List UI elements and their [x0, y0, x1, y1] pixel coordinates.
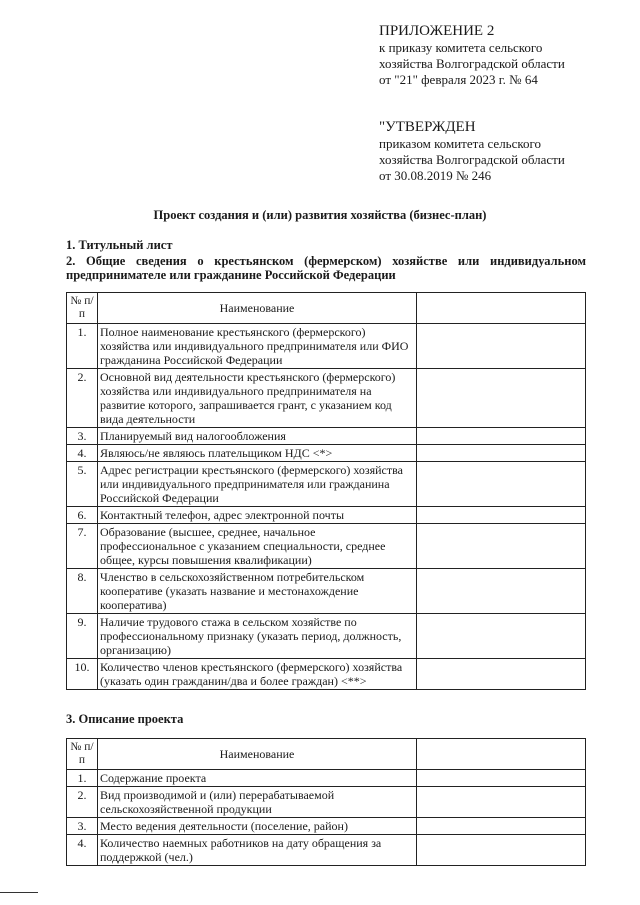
row-name: Место ведения деятельности (поселение, район) [98, 818, 417, 835]
row-value [417, 428, 586, 445]
table-row [67, 569, 586, 614]
row-number: 7. [67, 524, 98, 569]
row-value [417, 835, 586, 866]
row-number: 2. [67, 369, 98, 428]
row-number: 5. [67, 462, 98, 507]
general-info-table [66, 292, 586, 690]
approved-block [379, 118, 565, 184]
row-value [417, 507, 586, 524]
row-number: 6. [67, 507, 98, 524]
approved-line: хозяйства Волгоградской области [379, 152, 565, 167]
row-name: Полное наименование крестьянского (фермерского) хозяйства или индивидуального предпринимателя или ФИО гражданина Российской Федерации [98, 324, 417, 369]
approved-line: от 30.08.2019 № 246 [379, 168, 492, 183]
row-name: Контактный телефон, адрес электронной почты [98, 507, 417, 524]
row-number: 3. [67, 818, 98, 835]
table-row [67, 835, 586, 866]
appendix-line: от "21" февраля 2023 г. № 64 [379, 72, 538, 87]
table-row [67, 818, 586, 835]
table-row [67, 369, 586, 428]
approved-line: приказом комитета сельского [379, 136, 542, 151]
table-row [67, 428, 586, 445]
row-name: Вид производимой и (или) перерабатываемой сельскохозяйственной продукции [98, 787, 417, 818]
row-value [417, 818, 586, 835]
section-project-description: 3. Описание проекта [66, 712, 184, 726]
row-value [417, 524, 586, 569]
approved-title: "УТВЕРЖДЕН [379, 119, 476, 135]
row-name: Количество наемных работников на дату обращения за поддержкой (чел.) [98, 835, 417, 866]
row-name: Содержание проекта [98, 770, 417, 787]
row-name: Наличие трудового стажа в сельском хозяйстве по профессиональному признаку (указать период, должность, организацию) [98, 614, 417, 659]
document-title: Проект создания и (или) развития хозяйства (бизнес-план) [153, 208, 487, 222]
table-row [67, 324, 586, 369]
header-value [417, 293, 586, 324]
row-name: Планируемый вид налогообложения [98, 428, 417, 445]
row-value [417, 569, 586, 614]
row-value [417, 770, 586, 787]
row-name: Являюсь/не являюсь плательщиком НДС <*> [98, 445, 417, 462]
table-row [67, 524, 586, 569]
row-number: 1. [67, 324, 98, 369]
table-header-row [67, 739, 586, 770]
appendix-title: ПРИЛОЖЕНИЕ 2 [379, 23, 495, 39]
row-name: Адрес регистрации крестьянского (фермерского) хозяйства или индивидуального предпринимателя или гражданина Российской Федерации [98, 462, 417, 507]
table-row [67, 614, 586, 659]
project-description-table [66, 738, 586, 866]
row-number: 8. [67, 569, 98, 614]
row-number: 4. [67, 835, 98, 866]
table-body [67, 324, 586, 690]
section-title-page: 1. Титульный лист [66, 238, 173, 252]
header-number: № п/п [67, 739, 98, 770]
table-row [67, 659, 586, 690]
row-number: 2. [67, 787, 98, 818]
row-number: 1. [67, 770, 98, 787]
row-number: 10. [67, 659, 98, 690]
row-value [417, 659, 586, 690]
row-name: Образование (высшее, среднее, начальное профессиональное с указанием специальности, среднее общее, курсы повышения квалификации) [98, 524, 417, 569]
row-value [417, 369, 586, 428]
header-number: № п/п [67, 293, 98, 324]
row-name: Членство в сельскохозяйственном потребительском кооперативе (указать название и местонахождение кооператива) [98, 569, 417, 614]
row-name: Основной вид деятельности крестьянского (фермерского) хозяйства или индивидуального предпринимателя на развитие которого, запрашивается грант, с указанием код вида деятельности [98, 369, 417, 428]
header-value [417, 739, 586, 770]
row-number: 3. [67, 428, 98, 445]
row-name: Количество членов крестьянского (фермерского) хозяйства (указать один гражданин/два и более граждан) <**> [98, 659, 417, 690]
table-row [67, 445, 586, 462]
appendix-line: хозяйства Волгоградской области [379, 56, 565, 71]
table-row [67, 770, 586, 787]
header-name: Наименование [98, 293, 417, 324]
header-name: Наименование [98, 739, 417, 770]
table-row [67, 507, 586, 524]
table-row [67, 462, 586, 507]
appendix-block [379, 22, 565, 88]
row-value [417, 614, 586, 659]
row-value [417, 787, 586, 818]
row-value [417, 324, 586, 369]
row-number: 9. [67, 614, 98, 659]
section-general-info: 2. Общие сведения о крестьянском (фермерском) хозяйстве или индивидуальном предпринимателе или гражданине Российской Федерации [66, 254, 586, 282]
row-value [417, 445, 586, 462]
table-body [67, 770, 586, 866]
footnote-separator [0, 892, 38, 893]
appendix-line: к приказу комитета сельского [379, 40, 543, 55]
table-header-row [67, 293, 586, 324]
row-number: 4. [67, 445, 98, 462]
table-row [67, 787, 586, 818]
row-value [417, 462, 586, 507]
